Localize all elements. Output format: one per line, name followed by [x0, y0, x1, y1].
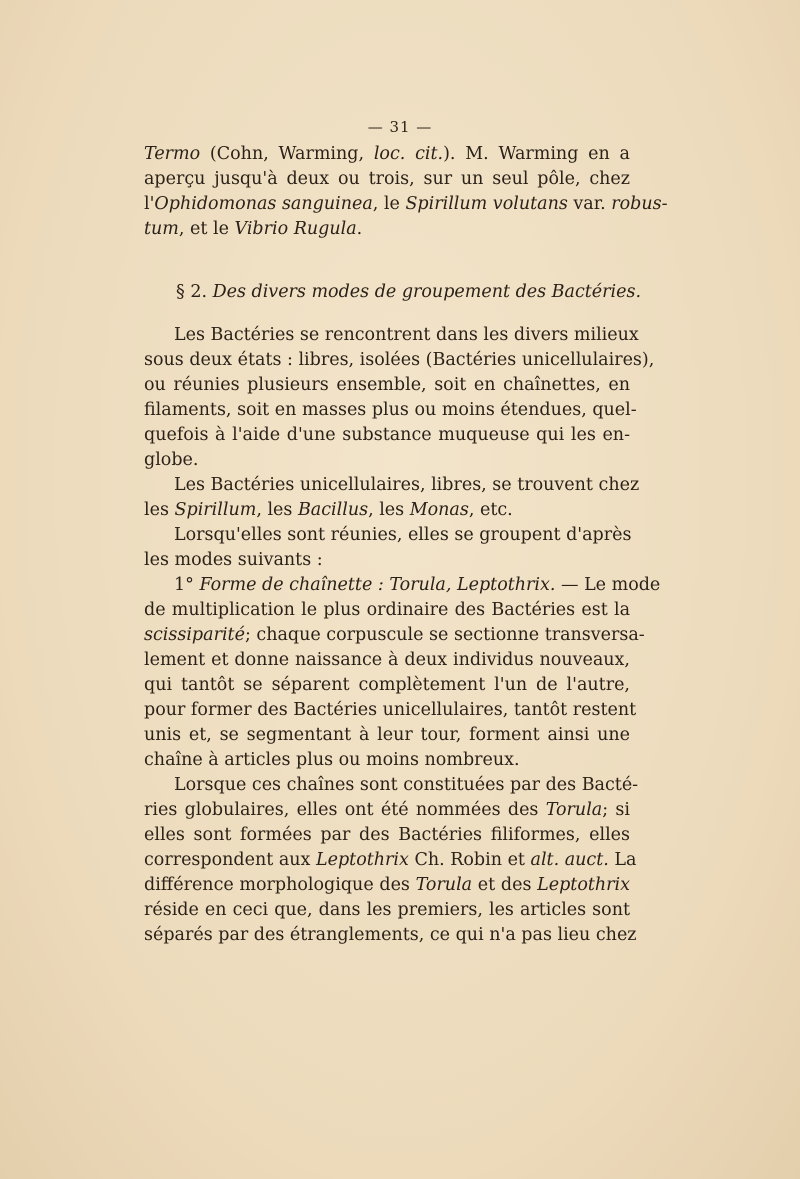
text-line: Les Bactéries se rencontrent dans les divers milieux [174, 325, 639, 345]
text-line: elles sont formées par des Bactéries filiformes, elles [144, 825, 630, 845]
text-line: Termo [144, 144, 201, 164]
text-line: globe. [144, 450, 199, 470]
text-line: sous deux états : libres, isolées (Bactéries unicellulaires), [144, 350, 655, 370]
page-number: — 31 — [367, 118, 433, 136]
text-line: pour former des Bactéries unicellulaires, tantôt restent [144, 700, 637, 720]
text-line: quefois à l'aide d'une substance muqueuse qui les en- [144, 425, 630, 445]
text-line: Les Bactéries unicellulaires, libres, se trouvent chez [174, 475, 640, 495]
text-line: ries globulaires, elles ont été nommées des Torula; si [144, 800, 630, 820]
text-line: correspondent aux Leptothrix Ch. Robin et alt. auct. La [144, 850, 637, 870]
text-line: ou réunies plusieurs ensemble, soit en chaînettes, en [144, 375, 630, 395]
text-line: de multiplication le plus ordinaire des Bactéries est la [144, 600, 630, 620]
text-line: l'Ophidomonas sanguinea, le Spirillum volutans var. robus- [144, 194, 668, 214]
text-line: 1° Forme de chaînette : Torula, Leptothrix. — Le mode [174, 575, 661, 595]
text-line: Lorsque ces chaînes sont constituées par des Bacté- [174, 775, 639, 795]
text-line: séparés par des étranglements, ce qui n'a pas lieu chez [144, 925, 637, 945]
text-line: filaments, soit en masses plus ou moins étendues, quel- [144, 400, 637, 420]
text-line: Termo (Cohn, Warming, loc. cit.). M. Warming en a [144, 144, 630, 164]
text-line: scissiparité; chaque corpuscule se sectionne transversa- [144, 625, 645, 645]
text-line: lement et donne naissance à deux individus nouveaux, [144, 650, 630, 670]
section-body [144, 323, 661, 948]
opening-paragraph [144, 142, 668, 242]
text-line: réside en ceci que, dans les premiers, les articles sont [144, 900, 630, 920]
text-line: les Spirillum, les Bacillus, les Monas, etc. [144, 500, 513, 520]
section-heading: § 2. Des divers modes de groupement des Bactéries. [176, 282, 642, 302]
text-line: chaîne à articles plus ou moins nombreux. [144, 750, 520, 770]
text-line: Lorsqu'elles sont réunies, elles se groupent d'après [174, 525, 632, 545]
text-line: différence morphologique des Torula et des Leptothrix [144, 875, 630, 895]
text-line: unis et, se segmentant à leur tour, forment ainsi une [144, 725, 630, 745]
text-line: tum, et le Vibrio Rugula. [144, 219, 363, 239]
text-line: qui tantôt se séparent complètement l'un de l'autre, [144, 675, 630, 695]
text-line: les modes suivants : [144, 550, 323, 570]
text-line: aperçu jusqu'à deux ou trois, sur un seul pôle, chez [144, 169, 630, 189]
